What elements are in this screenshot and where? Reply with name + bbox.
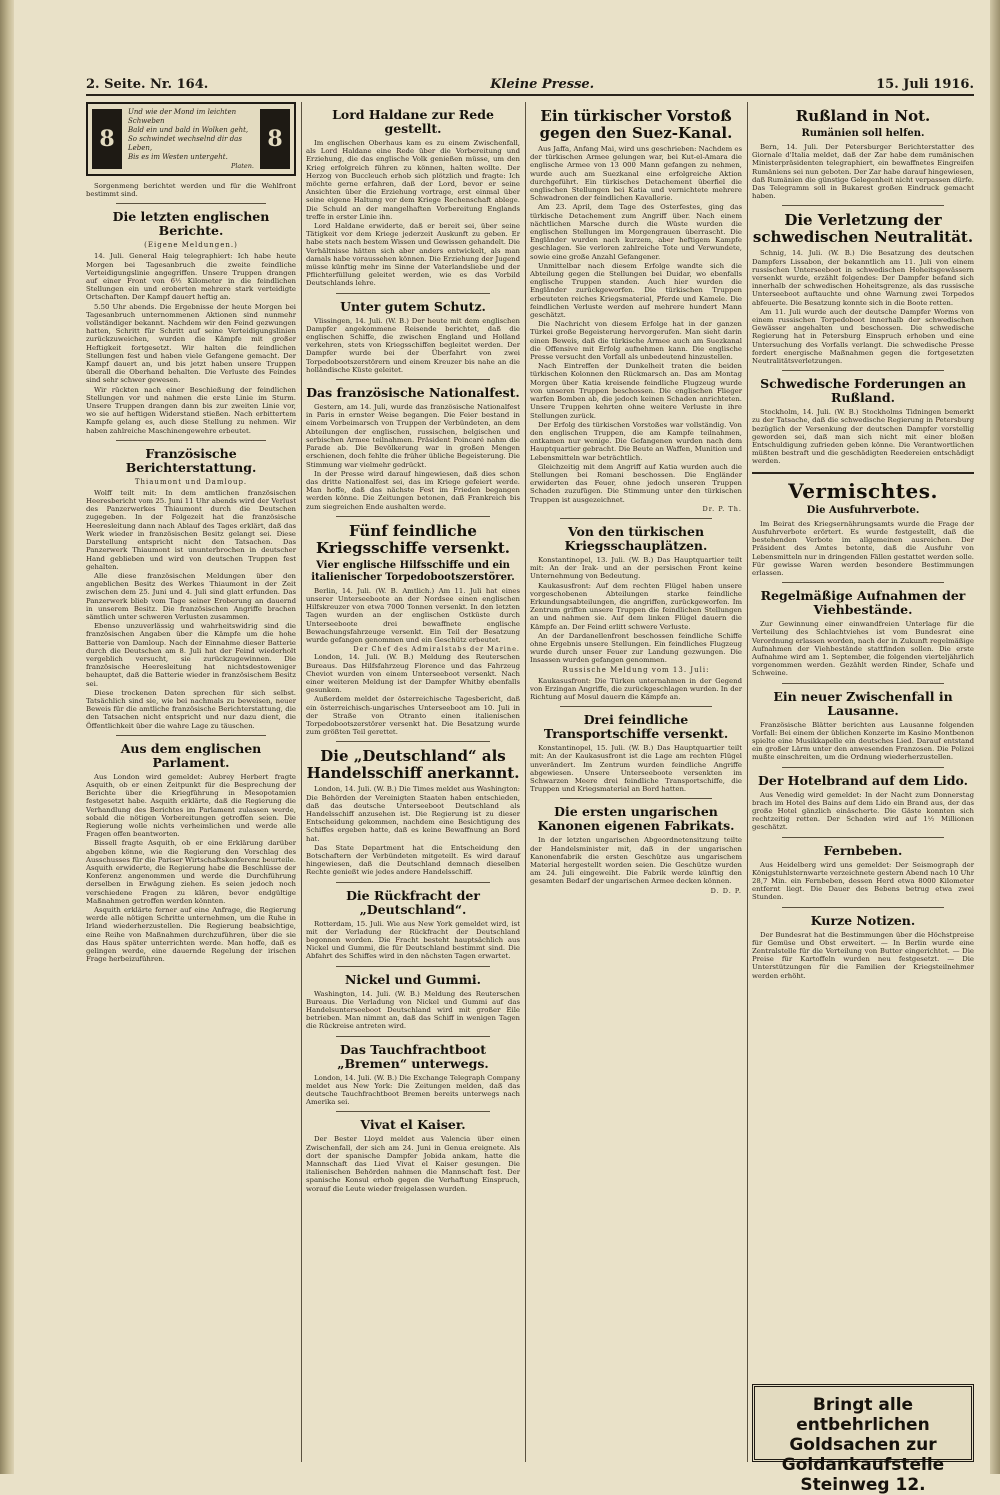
subheadline: Thiaumont und Damloup. <box>134 477 248 486</box>
ornament-icon: 8 <box>260 109 290 169</box>
paragraph: Schnig, 14. Juli. (W. B.) Die Besatzung des deutschen Dampfers Lissabon, der bekanntlich am 11. Juli von einem russischen Unterseeboot in schwedischen Hoheitsgewässern versenkt wurde, erzählt folgendes: Der Dampfer befand sich innerhalb der schwedischen Hoheitsgrenze, als das russische Unterseeboot auftauchte und ohne Warnung zwei Torpedos abfeuerte. Die Besatzung konnte sich in die Boote retten. <box>752 249 974 307</box>
paragraph: Bissell fragte Asquith, ob er eine Erklärung darüber abgeben könne, wie die Regierung den Vorschlag des Ausschusses für die Pariser Wirtschaftskonferenz beurteile. Asquith erwiderte, die Regierung habe die Beschlüsse der Konferenz angenommen und werde die Durchführung derselben in Erwägung ziehen. Es seien jedoch noch verschiedene Fragen zu klären, bevor endgültige Maßnahmen getroffen werden könnten. <box>86 839 296 905</box>
separator <box>560 798 712 799</box>
subheadline: Vier englische Hilfsschiffe und ein italienischer Torpedobootszerstörer. <box>311 559 515 583</box>
page-edge-right <box>990 0 1000 1474</box>
paragraph: Im Beirat des Kriegsernährungsamts wurde die Frage der Ausfuhrverbote erörtert. Es wurde festgestellt, daß die bestehenden Verbote im allgemeinen ausreichen. Der Präsident des Amtes betonte, daß die Ausfuhr von Lebensmitteln nur in dringenden Fällen gestattet werden solle. Für gewisse Waren werden besondere Bestimmungen erlassen. <box>752 519 974 577</box>
paragraph: Stockholm, 14. Juli. (W. B.) Stockholms Tidningen bemerkt zu der Tatsache, daß die schwedische Regierung in Petersburg bezüglich der Versenkung der deutschen Dampfer vorstellig geworden sei, daß man sich nicht mit einer bloßen Entschuldigung zufrieden geben könne. Die Verantwortlichen müßten bestraft und die geschädigten Reedereien entschädigt werden. <box>752 408 974 466</box>
paragraph: Nach Eintreffen der Dunkelheit traten die beiden türkischen Kolonnen den Rückmarsch an. Das am Montag Morgen über Katia kreisende feindliche Flugzeug wurde von unseren Truppen beschossen. Die englischen Flieger warfen Bomben ab, die jedoch keinen Schaden anrichteten. Unsere Truppen kehrten ohne weitere Verluste in ihre Stellungen zurück. <box>530 362 742 420</box>
separator <box>782 582 944 583</box>
separator <box>116 440 266 441</box>
paragraph: Der Bester Lloyd meldet aus Valencia über einen Zwischenfall, der sich am 24. Juni in Genua ereignete. Als dort der spanische Dampfer Jobida ankam, hatte die Mannschaft das Lied Vivat el Kaiser gesungen. Die italienischen Behörden nahmen die Mannschaft fest. Der spanische Konsul erhob gegen die Verhaftung Einspruch, worauf die Leute wieder freigelassen wurden. <box>306 1135 520 1193</box>
paragraph: In der letzten ungarischen Abgeordnetensitzung teilte der Handelsminister mit, daß in der ungarischen Kanonenfabrik die ersten Geschütze aus ungarischem Material hergestellt worden seien. Die Geschütze wurden am 24. Juli eingeweiht. Die Fabrik werde künftig den gesamten Bedarf der ungarischen Armee decken können. <box>530 836 742 886</box>
ornament-icon: 8 <box>92 109 122 169</box>
headline: Vivat el Kaiser. <box>360 1117 466 1133</box>
separator <box>336 882 490 883</box>
headline: Die „Deutschland“ als Handelsschiff anerkannt. <box>306 747 520 783</box>
paragraph: Gleichzeitig mit dem Angriff auf Katia wurden auch die Stellungen bei Romani beschossen. Die Engländer erwiderten das Feuer, ohne jedoch unseren Truppen Schaden zuzufügen. Die Stimmung unter den türkischen Truppen ist ausgezeichnet. <box>530 462 742 504</box>
column-3 <box>530 102 742 1462</box>
headline: Ein türkischer Vorstoß gegen den Suez-Kanal. <box>539 107 733 142</box>
separator <box>336 966 490 967</box>
separator <box>560 518 712 519</box>
separator <box>116 735 266 736</box>
paragraph: Aus Venedig wird gemeldet: In der Nacht zum Donnerstag brach im Hotel des Bains auf dem Lido ein Brand aus, der das große Hotel gänzlich einäscherte. Die Gäste konnten sich rechtzeitig retten. Der Schaden wird auf 1½ Millionen geschätzt. <box>752 790 974 832</box>
headline: Nickel und Gummi. <box>344 971 482 987</box>
separator <box>782 683 944 684</box>
headline: Ein neuer Zwischenfall in Lausanne. <box>773 688 953 718</box>
separator <box>782 205 944 206</box>
paragraph: Im englischen Oberhaus kam es zu einem Zwischenfall, als Lord Haldane eine Rede über die Vorbereitung und Erziehung, die das englische Volk genießen müsse, um den Krieg erfolgreich führen zu können, halten wollte. Der Herzog von Buccleuch erhob sich plötzlich und fragte: Ich möchte gerne erfahren, daß der Lord, bevor er seine Ansichten über die Erziehung vortrage, erst einmal über seine eigene Haltung vor dem Kriege Rechenschaft ablege. Die Schuld an der mangelhaften Vorbereitung Englands treffe in erster Linie ihn. <box>306 139 520 221</box>
separator <box>336 379 490 380</box>
headline: Fernbeben. <box>823 842 903 858</box>
paragraph: Das State Department hat die Entscheidung den Botschaftern der Verbündeten mitgeteilt. Es wird darauf hingewiesen, daß die Deutschland demnach dieselben Rechte genießt wie jedes andere Handelsschiff. <box>306 843 520 877</box>
headline: Der Hotelbrand auf dem Lido. <box>758 772 968 788</box>
paragraph: Kaukasusfront: Die Türken unternahmen in der Gegend von Erzingan Angriffe, die zurückgeschlagen wurden. In der Richtung auf Mosul dauern die Kämpfe an. <box>530 676 742 701</box>
paragraph: Berlin, 14. Juli. (W. B. Amtlich.) Am 11. Juli hat eines unserer Unterseeboote an der Nordsee einen englischen Hilfskreuzer von etwa 7000 Tonnen versenkt. In den letzten Tagen wurden an der englischen Ostküste durch Unterseeboote drei bewaffnete englische Bewachungsfahrzeuge versenkt. Ein Teil der Besatzung wurde gefangen genommen und ein Geschütz erbeutet. <box>306 586 520 644</box>
separator <box>336 293 490 294</box>
paragraph: 14. Juli. General Haig telegraphiert: Ich habe heute Morgen bei Tagesanbruch die zweite feindliche Verteidigungslinie angegriffen. Unsere Truppen drangen auf einer Front von 6½ Kilometer in die feindlichen Stellungen ein und eroberten mehrere stark verteidigte Ortschaften. Der Kampf dauert heftig an. <box>86 252 296 302</box>
paragraph: Zur Gewinnung einer einwandfreien Unterlage für die Verteilung des Schlachtviehes ist vom Bundesrat eine Verordnung erlassen worden, nach der in Zukunft regelmäßige Aufnahmen der Viehbestände stattfinden sollen. Die erste Aufnahme wird am 1. September, die folgenden vierteljährlich vorgenommen werden. Gezählt werden Rinder, Schafe und Schweine. <box>752 620 974 678</box>
column-1 <box>86 102 296 1462</box>
poem-line: Und wie der Mond im leichten Schweben <box>128 107 237 125</box>
paragraph: Aus London wird gemeldet: Aubrey Herbert fragte Asquith, ob er einen Zeitpunkt für die Besprechung der Berichte über die Kriegführung in Mesopotamien festgesetzt habe. Asquith erklärte, daß die Regierung die Verhandlung des Berichtes im Parlament zulassen werde, sobald die nötigen Vorbereitungen getroffen seien. Die Regierung wolle nichts verheimlichen und werde alle Fragen offen beantworten. <box>86 772 296 839</box>
paragraph: Konstantinopel, 15. Juli. (W. B.) Das Hauptquartier teilt mit: An der Kaukasusfront ist die Lage am rechten Flügel unverändert. Im Zentrum wurden feindliche Angriffe abgewiesen. Unsere Unterseeboote versenkten im Schwarzen Meere drei feindliche Transportschiffe, die Truppen und Kriegsmaterial an Bord hatten. <box>530 744 742 794</box>
headline: Das Tauchfrachtboot „Bremen“ unterwegs. <box>337 1041 489 1071</box>
separator <box>752 472 974 474</box>
paragraph: Am 11. Juli wurde auch der deutsche Dampfer Worms von einem russischen Torpedoboot innerhalb der schwedischen Gewässer angehalten und beschossen. Die schwedische Regierung hat in Petersburg Einspruch erhoben und eine Untersuchung des Vorfalls verlangt. Die schwedische Presse fordert energische Maßnahmen gegen die fortgesetzten Neutralitätsverletzungen. <box>752 307 974 366</box>
paragraph: Wolff teilt mit: In dem amtlichen französischen Heeresbericht vom 25. Juni 11 Uhr abends wird der Verlust des Panzerwerkes Thiaumont durch die Deutschen zugegeben. In der Folgezeit hat die französische Heeresleitung dann nach Ablauf des Tages erklärt, daß das Werk wieder in französischen Besitz gelangt sei. Diese Darstellung entspricht nicht den Tatsachen. Das Panzerwerk Thiaumont ist ununterbrochen in deutscher Hand geblieben und wird von deutschen Truppen fest gehalten. <box>86 488 296 571</box>
paragraph: London, 14. Juli. (W. B.) Die Exchange Telegraph Company meldet aus New York: Die Zeitungen melden, daß das deutsche Tauchfrachtboot Bremen bereits unterwegs nach Amerika sei. <box>306 1073 520 1107</box>
paragraph: Washington, 14. Juli. (W. B.) Meldung des Reuterschen Bureaus. Die Verladung von Nickel und Gummi auf das Handelsunterseeboot Deutschland wird mit großer Eile betrieben. Man nimmt an, daß das Schiff in wenigen Tagen die Rückreise antreten wird. <box>306 989 520 1031</box>
headline: Drei feindliche Transportschiffe versenkt. <box>543 712 729 742</box>
paragraph: Französische Blätter berichten aus Lausanne folgenden Vorfall: Bei einem der üblichen Konzerte im Kasino Montbenon spielte eine Musikkapelle ein deutsches Lied. Darauf entstand ein großer Lärm unter den anwesenden Franzosen. Die Polizei mußte einschreiten, um die Ordnung wiederherzustellen. <box>752 720 974 762</box>
paragraph: Unmittelbar nach diesem Erfolge wandte sich die Abteilung gegen die Stellungen bei Duidar, wo ebenfalls englische Truppen standen. Auch hier wurden die Engländer zurückgeworfen. Die türkischen Truppen erbeuteten reiches Kriegsmaterial, Pferde und Kamele. Die feindlichen Verluste werden auf mehrere hundert Mann geschätzt. <box>530 261 742 320</box>
poem-author: Platen. <box>230 161 254 170</box>
headline: Von den türkischen Kriegsschauplätzen. <box>564 523 708 553</box>
headline: Rußland in Not. <box>795 107 931 125</box>
paragraph: Vlissingen, 14. Juli. (W. B.) Der heute mit dem englischen Dampfer angekommene Reisende berichtet, daß die englischen Schiffe, die zwischen England und Holland verkehren, stets von Kriegsschiffen begleitet werden. Der Dampfer wurde bei der Überfahrt von zwei Torpedobootszerstörern und einem Kreuzer bis nahe an die holländische Küste geleitet. <box>306 316 520 374</box>
paragraph: Aus Heidelberg wird uns gemeldet: Der Seismograph der Königstuhlsternwarte verzeichnete gestern Abend nach 10 Uhr 28,7 Min. ein Fernbeben, dessen Herd etwa 8000 Kilometer entfernt liegt. Die Dauer des Bebens betrug etwa zwei Stunden. <box>752 860 974 902</box>
paragraph: London, 14. Juli. (W. B.) Die Times meldet aus Washington: Die Behörden der Vereinigten Staaten haben entschieden, daß das deutsche Unterseeboot Deutschland als Handelsschiff anzusehen ist. Die Regierung ist zu dieser Entscheidung gekommen, nachdem eine Besichtigung des Schiffes ergeben hatte, daß es keine Bewaffnung an Bord hat. <box>306 785 520 843</box>
paragraph: Die Nachricht von diesem Erfolge hat in der ganzen Türkei große Begeisterung hervorgerufen. Man sieht darin einen Beweis, daß die türkische Armee auch am Suezkanal die Offensive mit Erfolg aufnehmen kann. Die englische Presse versucht den Vorfall als unbedeutend hinzustellen. <box>530 320 742 362</box>
section-title: Vermischtes. <box>788 478 938 503</box>
poem-box <box>86 102 296 176</box>
separator <box>782 907 944 908</box>
newspaper-title: Kleine Presse. <box>490 77 595 92</box>
headline: Aus dem englischen Parlament. <box>120 740 262 770</box>
gold-advertisement: Bringt alle entbehrlichen Goldsachen zur Goldankaufstelle Steinweg 12. <box>752 1384 974 1462</box>
page-number: 2. Seite. Nr. 164. <box>86 77 209 92</box>
headline: Das französische Nationalfest. <box>306 385 520 401</box>
column-2 <box>306 102 520 1462</box>
paragraph: Sorgenmeng berichtet werden und für die Wehlfront bestimmt sind. <box>86 182 296 199</box>
column-rule <box>747 102 748 1462</box>
separator <box>336 741 490 742</box>
signature: D. D. P. <box>710 886 742 895</box>
columns <box>86 102 974 1495</box>
paragraph: An der Dardanellenfront beschossen feindliche Schiffe ohne Ergebnis unsere Stellungen. Ein feindliches Flugzeug wurde durch unser Feuer zur Landung gezwungen. Die Insassen wurden gefangen genommen. <box>530 631 742 665</box>
separator <box>560 706 712 707</box>
subheadline: Die Ausfuhrverbote. <box>806 504 920 516</box>
headline: Kurze Notizen. <box>810 912 916 928</box>
subheadline: Rumänien soll helfen. <box>801 128 925 139</box>
paragraph: Asquith erklärte ferner auf eine Anfrage, die Regierung werde alle nötigen Schritte unternehmen, um die Ruhe in Irland wiederherzustellen. Die Regierung beabsichtige, eine Reihe von Maßnahmen durchzuführen, über die sie das Haus später unterrichten werde. Man hoffe, daß es gelingen werde, eine dauernde Regelung der irischen Frage herbeizuführen. <box>86 906 296 964</box>
page-edge-left <box>0 0 14 1474</box>
headline: Die letzten englischen Berichte. <box>112 209 270 239</box>
paragraph: 5.50 Uhr abends. Die Ergebnisse der heute Morgen bei Tagesanbruch unternommenen Aktionen sind nunmehr vollständiger bekannt. Nachdem wir den Feind gezwungen hatten, Schritt für Schritt auf seine Verteidigungslinien zurückzuweichen, wurden die Kämpfe mit großer Heftigkeit fortgesetzt. Wir halten die feindlichen Stellungen fest und haben viele Gefangene gemacht. Der Kampf dauert an, und bis jetzt haben unsere Truppen überall die Oberhand behalten. Die Verluste des Feindes sind sehr schwer gewesen. <box>86 302 296 385</box>
headline: Französische Berichterstattung. <box>125 445 257 475</box>
separator <box>336 1111 490 1112</box>
paragraph: Außerdem meldet der österreichische Tagesbericht, daß ein österreichisch-ungarisches Unterseeboot am 10. Juli in der Straße von Otranto einen italienischen Torpedobootszerstörer versenkt hat. Die Besatzung wurde zum größten Teil gerettet. <box>306 695 520 737</box>
column-4 <box>752 102 974 1495</box>
poem-line: Bis es im Westen untergeht. <box>128 152 228 161</box>
headline: Lord Haldane zur Rede gestellt. <box>332 107 494 136</box>
paragraph: Lord Haldane erwiderte, daß er bereit sei, über seine Tätigkeit vor dem Kriege jederzeit Auskunft zu geben. Er habe stets nach bestem Wissen und Gewissen gehandelt. Die Verhältnisse hätten sich aber anders entwickelt, als man damals habe voraussehen können. Die Erziehung der Jugend müsse künftig mehr im Sinne der Vaterlandsliebe und der Pflichterfüllung geleitet werden, wie es das Vorbild Deutschlands lehre. <box>306 222 520 288</box>
paragraph: Rotterdam, 15. Juli. Wie aus New York gemeldet wird, ist mit der Verladung der Rückfracht der Deutschland begonnen worden. Die Fracht besteht hauptsächlich aus Nickel und Gummi, die für Deutschland bestimmt sind. Die Abfahrt des Schiffes wird in den nächsten Tagen erwartet. <box>306 919 520 961</box>
subheadline: Russische Meldung vom 13. Juli: <box>562 665 710 674</box>
paragraph: Konstantinopel, 13. Juli. (W. B.) Das Hauptquartier teilt mit: An der Irak- und an der persischen Front keine Unternehmung von Bedeutung. <box>530 555 742 581</box>
paragraph: Alle diese französischen Meldungen über den angeblichen Besitz des Werkes Thiaumont in der Zeit zwischen dem 25. Juni und 4. Juli sind glatt erfunden. Das Panzerwerk blieb vom Tage seiner Eroberung an dauernd in unserem Besitz. Die französischen Angriffe brachen sämtlich unter schweren Verlusten zusammen. <box>86 571 296 621</box>
headline: Regelmäßige Aufnahmen der Viehbestände. <box>760 588 966 618</box>
separator <box>116 203 266 204</box>
headline: Die Verletzung der schwedischen Neutralität. <box>752 211 974 247</box>
headline: Die ersten ungarischen Kanonen eigenen Fabrikats. <box>537 804 735 834</box>
page-header <box>86 74 974 96</box>
paragraph: Kaukasusfront: Auf dem rechten Flügel haben unsere vorgeschobenen Abteilungen starke feindliche Erkundungsabteilungen, die angriffen, zurückgeworfen. Im Zentrum griffen unsere Truppen die feindlichen Stellungen an und nahmen sie. Auf dem linken Flügel dauern die Kämpfe an. Der Feind erlitt schwere Verluste. <box>530 581 742 631</box>
separator <box>782 767 944 768</box>
separator <box>336 516 490 517</box>
paragraph: Der Erfolg des türkischen Vorstoßes war vollständig. Von den englischen Truppen, die am Kampfe teilnahmen, entkamen nur wenige. Die Gefangenen wurden nach dem Hauptquartier gebracht. Die Beute an Waffen, Munition und Lebensmitteln war beträchtlich. <box>530 420 742 462</box>
signature: Der Chef des Admiralstabs der Marine. <box>353 645 520 654</box>
poem-verse <box>128 108 254 171</box>
separator <box>782 370 944 371</box>
headline: Fünf feindliche Kriegsschiffe versenkt. <box>316 521 510 557</box>
page-date: 15. Juli 1916. <box>876 77 974 92</box>
paragraph: Wir rückten nach einer Beschießung der feindlichen Stellungen vor und nahmen die erste Linie im Sturm. Unsere Truppen drangen dann bis zur zweiten Linie vor, wo sie auf heftigen Widerstand stießen. Nach erbittertem Kampfe gelang es, auch diese Stellung zu nehmen. Wir haben zahlreiche Maschinengewehre erbeutet. <box>86 385 296 435</box>
signature: Dr. P. Th. <box>702 504 742 513</box>
paragraph: Am 23. April, dem Tage des Osterfestes, ging das türkische Detachement zum Angriff über. Nach einem nächtlichen Marsche durch die Wüste wurden die englischen Stellungen im Morgengrauen überrascht. Die Engländer wurden nach kurzem, aber heftigem Kampfe geschlagen. Sie verloren zahlreiche Tote und Verwundete, sowie eine große Anzahl Gefangener. <box>530 203 742 261</box>
column-rule <box>301 102 302 1462</box>
paragraph: Diese trockenen Daten sprechen für sich selbst. Tatsächlich sind sie, wie bei nachmals zu beweisen, neuer Beweis für die amtliche französische Berichterstattung, die den Tatsachen nicht entspricht und nur dazu dient, die Öffentlichkeit über die wahre Lage zu täuschen. <box>86 688 296 730</box>
paragraph: Bern, 14. Juli. Der Petersburger Berichterstatter des Giornale d'Italia meldet, daß der Zar habe dem rumänischen Ministerpräsidenten telegraphiert, ein bewaffnetes Eingreifen Rumäniens sei nun geboten. Der Zar habe darauf hingewiesen, daß Rumänien die günstige Gelegenheit nicht verpassen dürfe. Das Telegramm soll in Bukarest großen Eindruck gemacht haben. <box>752 143 974 201</box>
separator <box>336 1036 490 1037</box>
paragraph: Aus Jaffa, Anfang Mai, wird uns geschrieben: Nachdem es der türkischen Armee gelungen war, bei Kut-el-Amara die englische Armee von 13 000 Mann gefangen zu nehmen, wurde auch am Suezkanal eine erfolgreiche Aktion durchgeführt. Ein türkisches Detachement überfiel die englischen Stellungen bei Katia und vernichtete mehrere Schwadronen der feindlichen Kavallerie. <box>530 145 742 203</box>
headline: Unter gutem Schutz. <box>340 298 486 314</box>
poem-line: So schwindet wechselnd dir das Leben, <box>128 134 242 152</box>
headline: Die Rückfracht der „Deutschland“. <box>346 887 480 917</box>
separator <box>782 837 944 838</box>
poem-line: Bald ein und bald in Wolken geht, <box>128 125 249 134</box>
headline: Schwedische Forderungen an Rußland. <box>760 376 966 406</box>
paragraph: In der Presse wird darauf hingewiesen, daß dies schon das dritte Nationalfest sei, das im Kriege gefeiert werde. Man hoffe, daß das nächste Fest im Frieden begangen werden könne. Die Zeitungen betonen, daß Frankreich bis zum siegreichen Ende aushalten werde. <box>306 469 520 511</box>
subheadline: (Eigene Meldungen.) <box>144 241 238 250</box>
paragraph: London, 14. Juli. (W. B.) Meldung des Reuterschen Bureaus. Das Hilfsfahrzeug Florence und das Fahrzeug Cheviot wurden von einem Unterseeboot versenkt. Nach einer weiteren Meldung ist der Dampfer Whitby ebenfalls gesunken. <box>306 653 520 695</box>
paragraph: Gestern, am 14. Juli, wurde das französische Nationalfest in Paris in ernster Weise begangen. Die Feier bestand in einem Vorbeimarsch von Truppen der Verbündeten, an dem Abteilungen der englischen, russischen, belgischen und serbischen Armee teilnahmen. Präsident Poincaré nahm die Parade ab. Die Bevölkerung war in großen Mengen erschienen, doch fehlte die früher übliche Begeisterung. Die Stimmung war vielmehr gedrückt. <box>306 403 520 469</box>
column-rule <box>525 102 526 1462</box>
paragraph: Der Bundesrat hat die Bestimmungen über die Höchstpreise für Gemüse und Obst erweitert. — In Berlin wurde eine Zentralstelle für die Verteilung von Butter eingerichtet. — Die Preise für Kartoffeln wurden neu festgesetzt. — Die Unterstützungen für die Familien der Kriegsteilnehmer werden erhöht. <box>752 930 974 980</box>
paragraph: Ebenso unzuverlässig und wahrheitswidrig sind die französischen Angaben über die Kämpfe um die hohe Batterie von Damloup. Nach der Einnahme dieser Batterie durch die Deutschen am 8. Juli hat der Feind wiederholt vergeblich versucht, sie zurückzugewinnen. Die französische Heeresleitung hat nichtsdestoweniger behauptet, daß die Batterie wieder in französischem Besitz sei. <box>86 622 296 688</box>
